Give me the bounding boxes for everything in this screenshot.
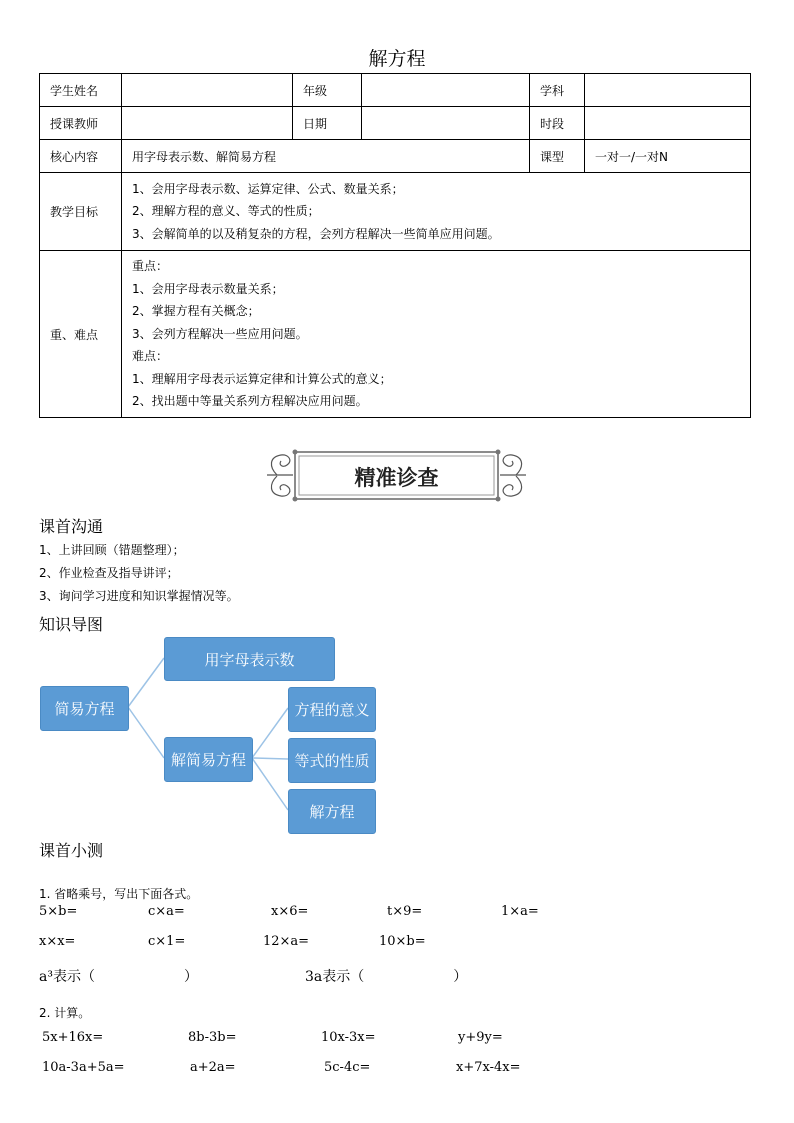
mindmap-heading: 知识导图 [39,615,104,634]
quiz-item: c×1= [148,934,186,949]
quiz-item: a³表示（ ） [39,969,198,985]
quiz-item: x+7x-4x= [456,1060,521,1075]
student-name-label: 学生姓名 [40,74,122,107]
quiz-item: t×9= [387,904,423,919]
class-type-label: 课型 [530,140,585,173]
teacher-label: 授课教师 [40,107,122,140]
keypoint-item: 1、理解用字母表示运算定律和计算公式的意义； [132,371,392,386]
mindmap-branch-node: 用字母表示数 [164,637,335,681]
quiz-item: 10x-3x= [321,1030,376,1045]
date-label: 日期 [293,107,362,140]
quiz-item: 10a-3a+5a= [42,1060,125,1075]
keypoints-label: 重、难点 [40,251,122,418]
keypoint-item: 重点： [132,259,169,274]
banner-title: 精准诊查 [354,465,439,490]
quiz-item: c×a= [148,904,185,919]
keypoint-item: 1、会用字母表示数量关系； [132,281,284,296]
core-label: 核心内容 [40,140,122,173]
quiz-item: a+2a= [190,1060,236,1075]
keypoint-item: 2、掌握方程有关概念； [132,304,260,319]
quiz-item: 8b-3b= [188,1030,237,1045]
grade-label: 年级 [293,74,362,107]
keypoint-item: 3、会列方程解决一些应用问题。 [132,326,308,341]
quiz-item: 1×a= [501,904,539,919]
quiz-item: x×x= [39,934,76,949]
quiz-item: 10×b= [379,934,426,949]
mindmap-branch-node: 解简易方程 [164,737,253,782]
mindmap-leaf-node: 解方程 [288,789,376,834]
subject-label: 学科 [530,74,585,107]
goal-item: 1、会用字母表示数、运算定律、公式、数量关系； [132,181,404,196]
period-label: 时段 [530,107,585,140]
quiz-item: 5c-4c= [324,1060,371,1075]
quiz-item: 12×a= [263,934,310,949]
keypoint-item: 2、找出题中等量关系列方程解决应用问题。 [132,394,368,409]
quiz-q2-prompt: 2. 计算。 [39,1006,91,1020]
warmup-heading: 课首沟通 [39,517,104,536]
mindmap-leaf-node: 等式的性质 [288,738,376,783]
quiz-heading: 课首小测 [39,841,104,860]
mindmap-leaf-node: 方程的意义 [288,687,376,732]
warmup-item: 2、作业检查及指导讲评； [39,566,179,580]
quiz-item: 5x+16x= [42,1030,104,1045]
keypoint-item: 难点： [132,349,169,364]
goals-label: 教学目标 [40,173,122,251]
quiz-q1-prompt: 1. 省略乘号，写出下面各式。 [39,887,199,901]
warmup-item: 3、询问学习进度和知识掌握情况等。 [39,589,239,603]
quiz-item: 3a表示（ ） [305,969,468,985]
mindmap-root-node: 简易方程 [40,686,129,731]
goal-item: 3、会解简单的以及稍复杂的方程，会列方程解决一些简单应用问题。 [132,226,500,241]
page-title: 解方程 [368,48,426,70]
quiz-item: 5×b= [39,904,78,919]
class-type-value: 一对一/一对N [585,140,751,173]
warmup-item: 1、上讲回顾（错题整理）； [39,543,185,557]
core-value: 用字母表示数、解简易方程 [122,140,530,173]
quiz-item: y+9y= [458,1030,503,1045]
quiz-item: x×6= [271,904,309,919]
goal-item: 2、理解方程的意义、等式的性质； [132,204,320,219]
